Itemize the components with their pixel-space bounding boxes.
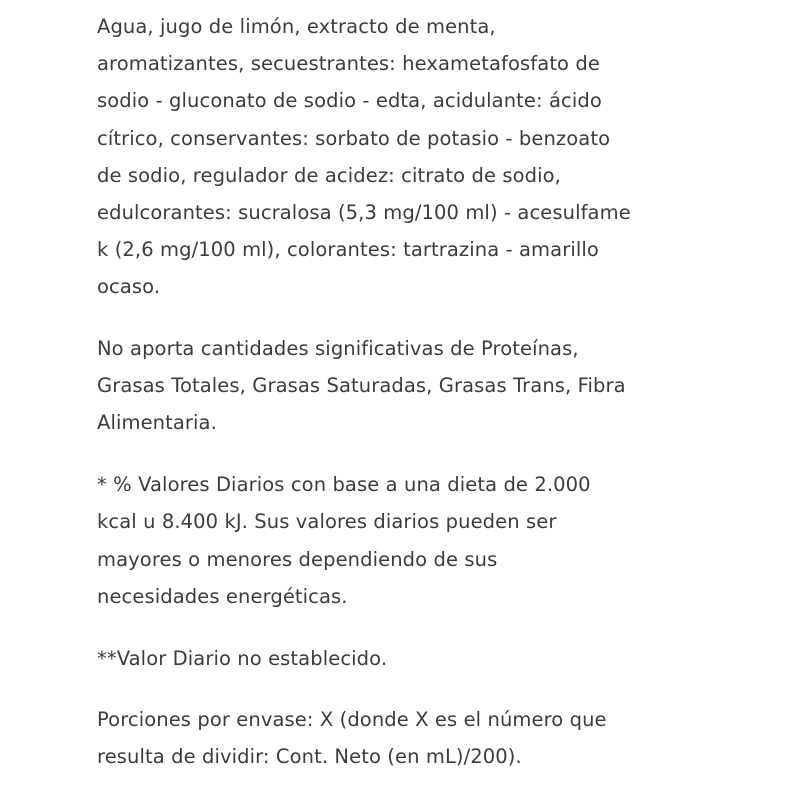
servings-per-container: Porciones por envase: X (donde X es el número que resulta de dividir: Cont. Neto (en mL)/200).: [97, 708, 607, 769]
daily-values-note: * % Valores Diarios con base a una dieta de 2.000 kcal u 8.400 kJ. Sus valores diarios pueden ser mayores o menores dependiendo de sus necesidades energéticas.: [97, 473, 591, 608]
no-significant-nutrients-paragraph: No aporta cantidades significativas de Proteínas, Grasas Totales, Grasas Saturadas, Grasas Trans, Fibra Alimentaria.: [97, 336, 626, 435]
ingredients-paragraph: Agua, jugo de limón, extracto de menta, aromatizantes, secuestrantes: hexametafosfato de sodio - gluconato de sodio - edta, acidulante: ácido cítrico, conservantes: sorbato de potasio - benzoato de sodio, regulador de acidez: citrato de sodio, edulcorantes: sucralosa (5,3 mg/100 ml) - acesulfame k (2,6 mg/100 ml), colorantes: tartrazina - amarillo ocaso.: [97, 15, 631, 299]
daily-value-not-established-note: **Valor Diario no establecido.: [97, 647, 388, 671]
